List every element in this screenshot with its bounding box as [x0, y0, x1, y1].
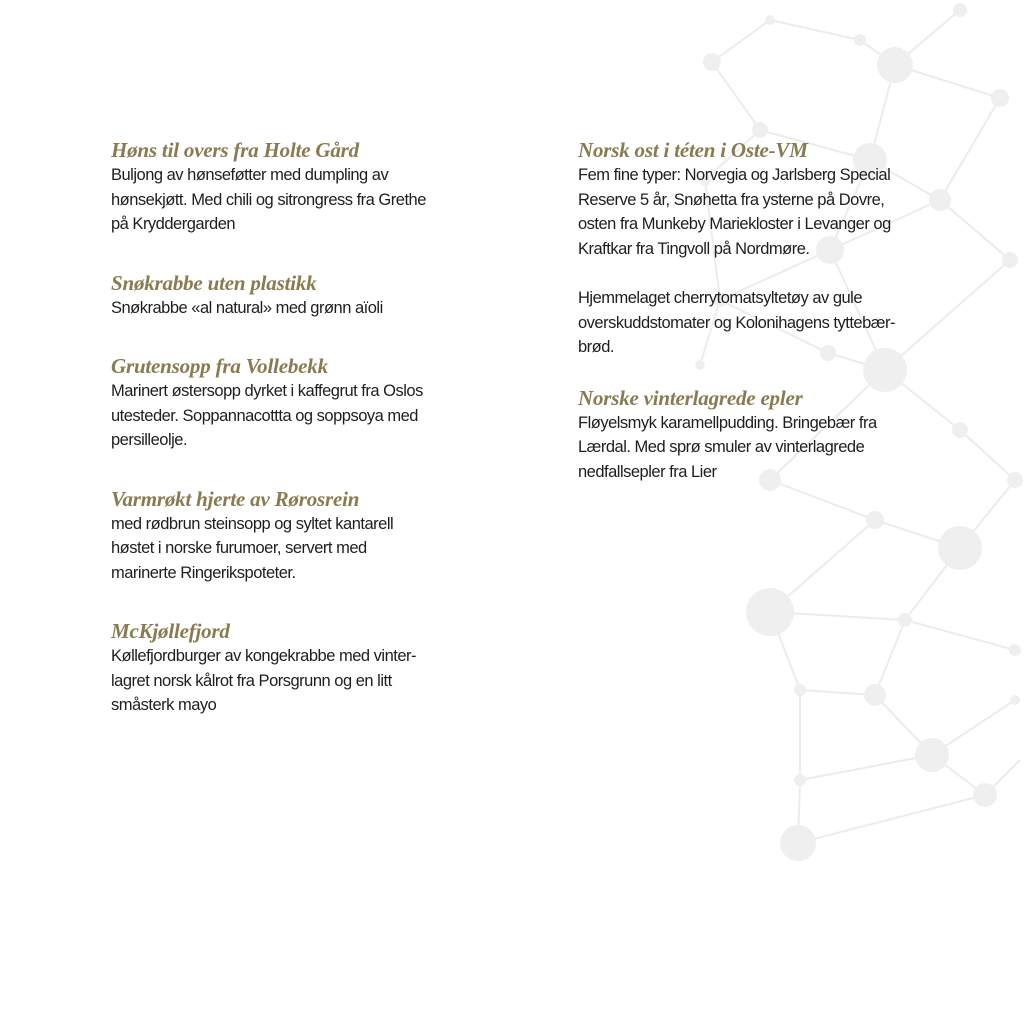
dish-snokrabbe [111, 270, 471, 321]
description-line: utesteder. Soppannacottta og soppsoya med [111, 406, 418, 425]
menu-right-column [578, 137, 938, 484]
description-line: Fløyelsmyk karamellpudding. Bringebær fra [578, 413, 877, 432]
dish-description [111, 379, 471, 453]
description-line: Lærdal. Med sprø smuler av vinterlagrede [578, 438, 865, 456]
dish-title: Norske vinterlagrede epler [578, 385, 803, 410]
dish-grutensopp [111, 353, 471, 453]
cheese-accompaniment-note [578, 286, 938, 360]
dish-title: McKjøllefjord [111, 619, 230, 643]
dish-vinterlagrede-epler [578, 385, 938, 485]
description-line: Køllefjordburger av kongekrabbe med vinter- [111, 647, 416, 665]
dish-title: Høns til overs fra Holte Gård [111, 138, 359, 162]
description-line: på Kryddergarden [111, 215, 236, 233]
description-line: osten fra Munkeby Mariekloster i Levanger og [578, 215, 891, 233]
note-line: overskuddstomater og Kolonihagens tyttebær- [578, 313, 895, 332]
dish-description [578, 163, 938, 261]
description-line: marinerte Ringerikspoteter. [111, 563, 296, 582]
description-line: med rødbrun steinsopp og syltet kantarell [111, 514, 394, 533]
dish-title: Snøkrabbe uten plastikk [111, 270, 317, 295]
description-line: Reserve 5 år, Snøhetta fra ysterne på Dovre, [578, 190, 885, 209]
dish-title: Varmrøkt hjerte av Rørosrein [111, 486, 360, 511]
dish-description [111, 296, 471, 321]
dish-description [111, 644, 471, 718]
dish-rorosrein [111, 486, 471, 586]
dish-mckjollefjord [111, 618, 471, 718]
note-line: Hjemmelaget cherrytomatsyltetøy av gule [578, 289, 863, 307]
dish-norsk-ost [578, 137, 938, 261]
description-line: nedfallsepler fra Lier [578, 462, 717, 481]
description-line: Buljong av hønseføtter med dumpling av [111, 166, 389, 184]
description-line: Fem fine typer: Norvegia og Jarlsberg Special [578, 166, 891, 184]
dish-description [578, 411, 938, 485]
menu-left-column [111, 137, 471, 718]
dish-description [111, 512, 471, 586]
dish-description [111, 163, 471, 237]
description-line: høstet i norske furumoer, servert med [111, 539, 367, 557]
description-line: småsterk mayo [111, 696, 217, 714]
note-line: brød. [578, 338, 615, 356]
description-line: Kraftkar fra Tingvoll på Nordmøre. [578, 239, 810, 258]
dish-title: Grutensopp fra Vollebekk [111, 354, 328, 378]
description-line: Marinert østersopp dyrket i kaffegrut fra Oslos [111, 382, 423, 400]
description-line: hønsekjøtt. Med chili og sitrongress fra Grethe [111, 190, 426, 209]
description-line: lagret norsk kålrot fra Porsgrunn og en litt [111, 671, 392, 690]
dish-hons [111, 137, 471, 237]
description-line: Snøkrabbe «al natural» med grønn aïoli [111, 298, 383, 317]
dish-title: Norsk ost i téten i Oste-VM [578, 138, 808, 162]
description-line: persilleolje. [111, 431, 188, 449]
